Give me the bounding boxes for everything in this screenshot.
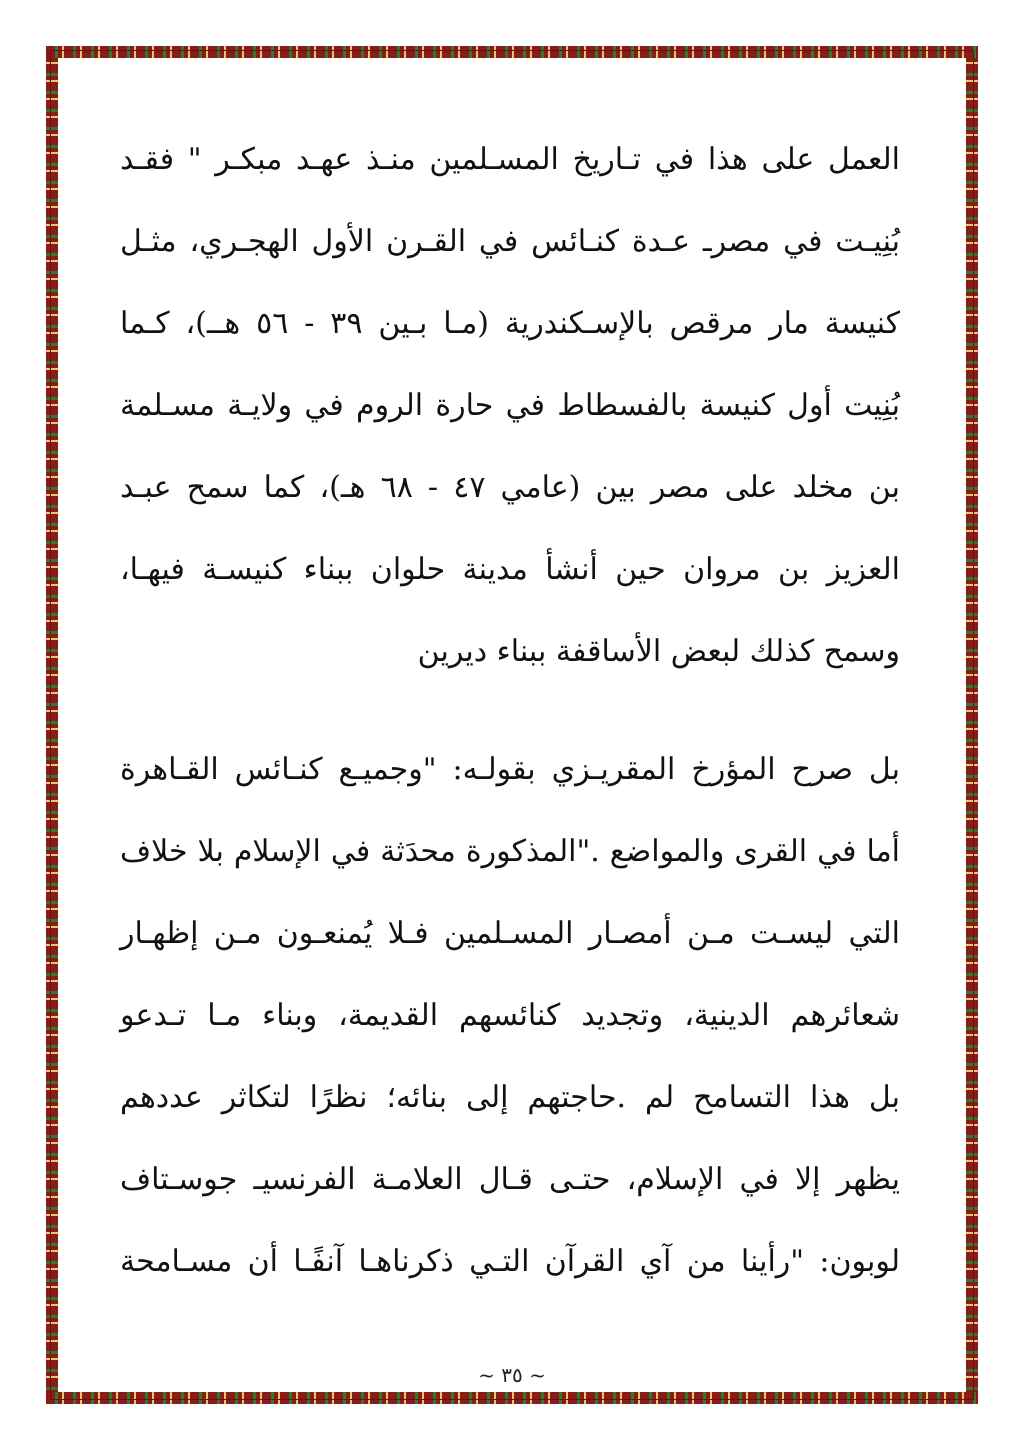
- text-line: بل هذا التسامح لم .حاجتهم إلى بنائه؛ نظرًا لتكاثر عددهم: [120, 1080, 900, 1115]
- text-line: العزيز بن مروان حين أنشأ مدينة حلوان ببناء كنيسـة فيهـا،: [120, 552, 900, 587]
- page-number: ~ ٣٥ ~: [478, 1363, 546, 1387]
- text-line: كنيسة مار مرقص بالإسـكندرية (مـا بـين ٣٩ - ٥٦ هــ)، كـما: [120, 306, 900, 341]
- text-line: أما في القرى والمواضع ."المذكورة محدَثة في الإسلام بلا خلاف: [120, 834, 900, 869]
- text-line: بن مخلد على مصر بين (عامي ٤٧ - ٦٨ هـ)، كما سمح عبـد: [120, 470, 900, 505]
- text-line: لوبون: "رأينا من آي القرآن التـي ذكرناهـا آنفًـا أن مسـامحة: [120, 1244, 900, 1279]
- text-line: بُنِيـت في مصرـ عـدة كنـائس في القـرن الأول الهجـري، مثـل: [120, 224, 900, 259]
- paragraph-2: [120, 740, 900, 1314]
- text-line: وسمح كذلك لبعض الأساقفة ببناء ديرين: [417, 634, 900, 669]
- text-line: بُنِيت أول كنيسة بالفسطاط في حارة الروم في ولايـة مسـلمة: [120, 388, 900, 423]
- text-line: شعائرهم الدينية، وتجديد كنائسهم القديمة، وبناء مـا تـدعو: [120, 998, 900, 1033]
- text-line: بل صرح المؤرخ المقريـزي بقولـه: "وجميـع كنـائس القـاهرة: [120, 752, 900, 787]
- text-line: العمل على هذا في تـاريخ المسـلمين منـذ عهـد مبكـر " فقـد: [120, 142, 900, 177]
- paragraph-1: [120, 130, 900, 704]
- text-line: يظهر إلا في الإسلام، حتـى قـال العلامـة الفرنسيـ جوسـتاف: [120, 1162, 900, 1197]
- text-line: التي ليسـت مـن أمصـار المسـلمين فـلا يُمنعـون مـن إظهـار: [120, 916, 900, 951]
